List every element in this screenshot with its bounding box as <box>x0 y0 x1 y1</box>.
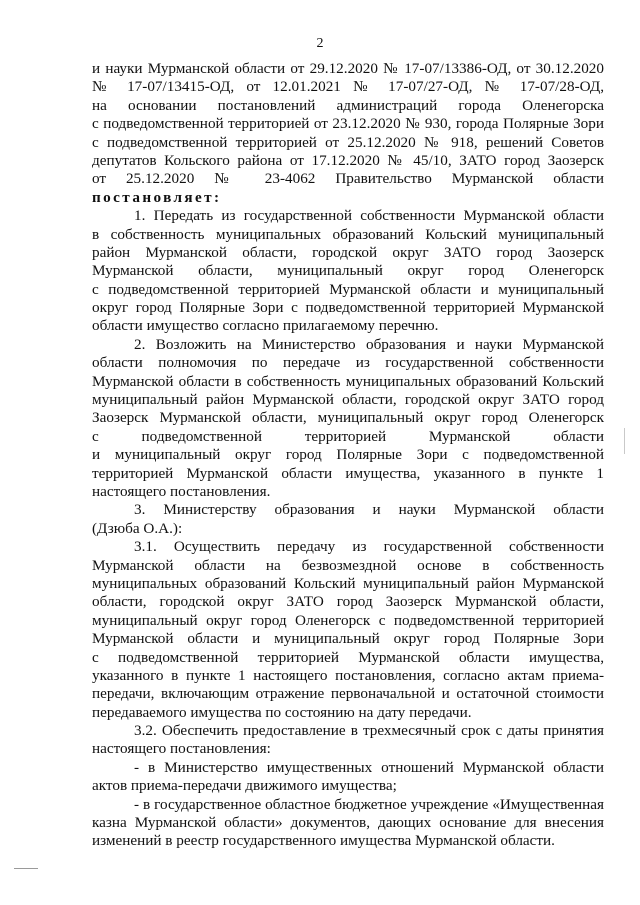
paragraph-line: муниципальных образований Кольский муниципальный район Мурманской <box>92 574 604 592</box>
paragraph-line: 2. Возложить на Министерство образования и науки Мурманской <box>134 335 604 353</box>
paragraph-1 <box>92 207 604 336</box>
paragraph-line: настоящего постановления. <box>92 482 271 500</box>
paragraph-line: 3.2. Обеспечить предоставление в трехмесячный срок с даты принятия <box>134 722 604 740</box>
paragraph-2 <box>92 336 604 502</box>
paragraph-line: территорией Мурманской области имущества, указанного в пункте 1 <box>92 464 604 482</box>
list-item-line: - в государственное областное бюджетное учреждение «Имущественная <box>134 795 604 813</box>
paragraph-line: в собственность муниципальных образований Кольский муниципальный <box>92 225 604 243</box>
list-item-line: изменений в реестр государственного имущества Мурманской области. <box>92 832 555 850</box>
preamble-line: № 17-07/13415-ОД, от 12.01.2021 № 17-07/27-ОД, № 17-07/28-ОД, <box>92 78 604 96</box>
paragraph-line: Мурманской области в собственность муниципальных образований Кольский <box>92 372 604 390</box>
paragraph-line: Заозерск Мурманской области, муниципальный округ город Оленегорск <box>92 409 604 427</box>
preamble-line: с подведомственной территорией от 25.12.2020 № 918, решений Советов <box>92 133 604 151</box>
paragraph-line: муниципальный район Мурманской области, городской округ ЗАТО город <box>92 391 604 409</box>
scan-artifact <box>14 868 38 869</box>
paragraph-line: передачи, включающим отражение первоначальной и остаточной стоимости <box>92 685 604 703</box>
preamble-line: от 25.12.2020 № 23-4062 Правительство Мурманской области <box>92 170 604 188</box>
paragraph-3 <box>92 501 604 538</box>
paragraph-line: 3.1. Осуществить передачу из государственной собственности <box>134 538 604 556</box>
list-item-line: актов приема-передачи движимого имущества; <box>92 777 397 795</box>
paragraph-line: настоящего постановления: <box>92 740 271 758</box>
paragraph-line: округ город Полярные Зори с подведомственной территорией Мурманской <box>92 299 604 317</box>
paragraph-line: области, городской округ ЗАТО город Заозерск Мурманской области, <box>92 593 604 611</box>
paragraph-line: области имущество согласно прилагаемому перечню. <box>92 317 439 335</box>
paragraph-3-2 <box>92 722 604 851</box>
paragraph-line: с подведомственной территорией Мурманской области и муниципальный <box>92 280 604 298</box>
preamble-line: на основании постановлений администраций города Оленегорска <box>92 96 604 114</box>
paragraph-line: 1. Передать из государственной собственности Мурманской области <box>134 207 604 225</box>
paragraph-3-1 <box>92 538 604 722</box>
paragraph-line: передаваемого имущества по состоянию на дату передачи. <box>92 703 472 721</box>
paragraph-line: Мурманской области и муниципальный округ город Полярные Зори <box>92 630 604 648</box>
paragraph-line: муниципальный округ город Оленегорск с подведомственной территорией <box>92 611 604 629</box>
paragraph-line: район Мурманской области, городской округ ЗАТО город Заозерск <box>92 243 604 261</box>
document-body <box>92 60 604 851</box>
list-item-line: - в Министерство имущественных отношений Мурманской области <box>134 758 604 776</box>
paragraph-line: с подведомственной территорией Мурманской области <box>92 427 604 445</box>
resolves-heading: постановляет: <box>92 188 222 206</box>
list-item-line: казна Мурманской области» документов, дающих основание для внесения <box>92 814 604 832</box>
preamble <box>92 60 604 207</box>
paragraph-line: 3. Министерству образования и науки Мурманской области <box>134 501 604 519</box>
paragraph-line: с подведомственной территорией Мурманской области имущества, <box>92 648 604 666</box>
preamble-line: с подведомственной территорией от 23.12.2020 № 930, города Полярные Зори <box>92 115 604 133</box>
paragraph-line: указанного в пункте 1 настоящего постановления, согласно актам приема- <box>92 666 604 684</box>
scan-artifact <box>624 428 625 454</box>
paragraph-line: области полномочия по передаче из государственной собственности <box>92 354 604 372</box>
page-number: 2 <box>316 36 324 51</box>
preamble-line: и науки Мурманской области от 29.12.2020 № 17-07/13386-ОД, от 30.12.2020 <box>92 60 604 77</box>
preamble-line: депутатов Кольского района от 17.12.2020 № 45/10, ЗАТО город Заозерск <box>92 151 604 169</box>
paragraph-line: Мурманской области на безвозмездной основе в собственность <box>92 556 604 574</box>
paragraph-line: и муниципальный округ город Полярные Зори с подведомственной <box>92 446 604 464</box>
paragraph-line: Мурманской области, муниципальный округ город Оленегорск <box>92 262 604 280</box>
paragraph-line: (Дзюба О.А.): <box>92 519 183 537</box>
